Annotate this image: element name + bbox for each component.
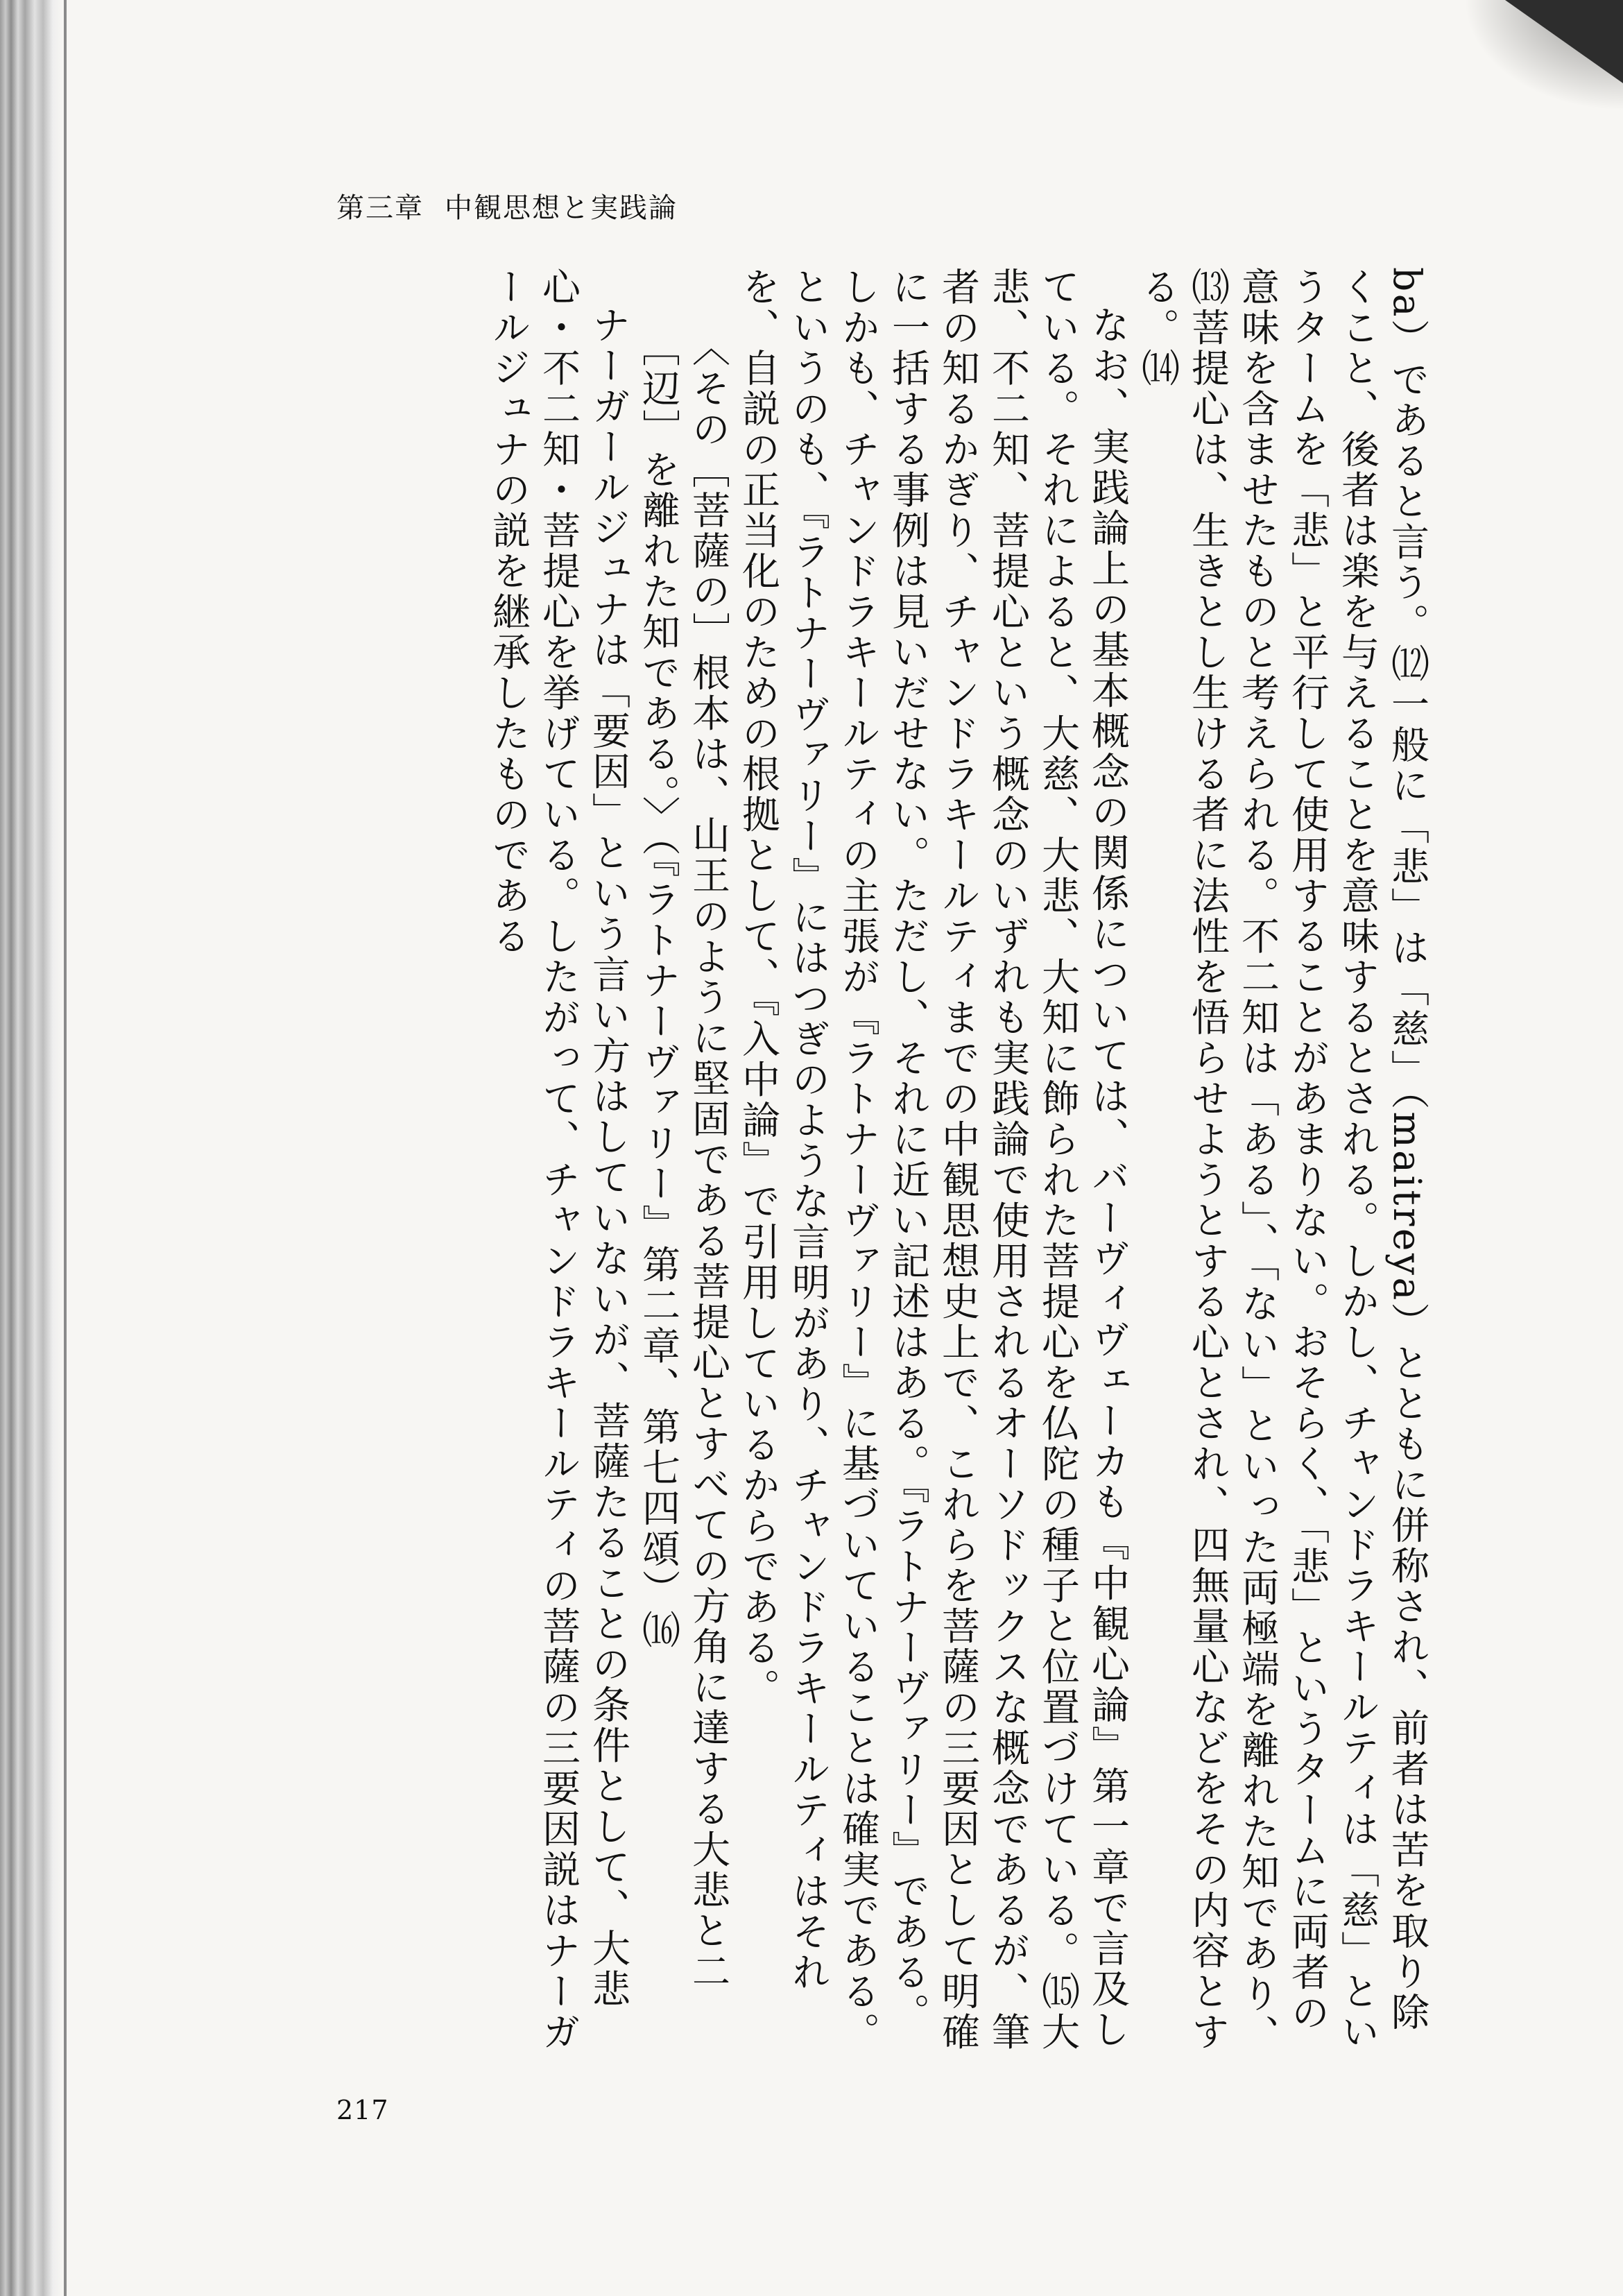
paragraph-1: ba）であると言う。⑿一般に「悲」は「慈」（maitreya）とともに併称され、前者は苦を取り除くこと、後者は楽を与えることを意味するとされる。しかし、チャンドラキールティは「慈」というタームを「悲」と平行して使用することがあまりない。おそらく、「悲」というタームに両者の意味を含ませたものと考えられる。不二知は「ある」、「ない」といった両極端を離れた知であり、⒀菩提心は、生きとし生ける者に法性を悟らせようとする心とされ、四無量心などをその内容とする。⒁	[1135, 267, 1429, 2055]
block-quote: 〈その［菩薩の］根本は、山王のように堅固である菩提心とすべての方角に達する大悲と二［辺］を離れた知である。〉（『ラトナーヴァリー』第二章、第七四頌）⒃	[636, 328, 730, 1992]
body-text	[253, 267, 1432, 2071]
binding-shadow	[0, 0, 62, 2296]
running-head	[336, 186, 698, 225]
paragraph-2: なお、実践論上の基本概念の関係については、バーヴィヴェーカも『中観心論』第一章で言及している。それによると、大慈、大悲、大知に飾られた菩提心を仏陀の種子と位置づけている。⒂大悲、不二知、菩提心という概念のいずれも実践論で使用されるオーソドックスな概念であるが、筆者の知るかぎり、チャンドラキールティまでの中観思想史上で、これらを菩薩の三要因として明確に一括する事例は見いだせない。ただし、それに近い記述はある。『ラトナーヴァリー』である。しかも、チャンドラキールティの主張が『ラトナーヴァリー』に基づいていることは確実である。というのも、『ラトナーヴァリー』にはつぎのような言明があり、チャンドラキールティはそれを、自説の正当化のための根拠として、『入中論』で引用しているからである。	[736, 267, 1130, 2053]
paragraph-3: ナーガールジュナは「要因」という言い方はしていないが、菩薩たることの条件として、大悲心・不二知・菩提心を挙げている。したがって、チャンドラキールティの菩薩の三要因説はナーガールジュナの説を継承したものである	[486, 267, 630, 2053]
scan-corner	[1505, 0, 1623, 83]
binding-edge	[64, 0, 67, 2296]
running-head-title: 中観思想と実践論	[445, 192, 678, 224]
page-number: 217	[336, 2095, 389, 2125]
running-head-chapter: 第三章	[336, 192, 424, 224]
